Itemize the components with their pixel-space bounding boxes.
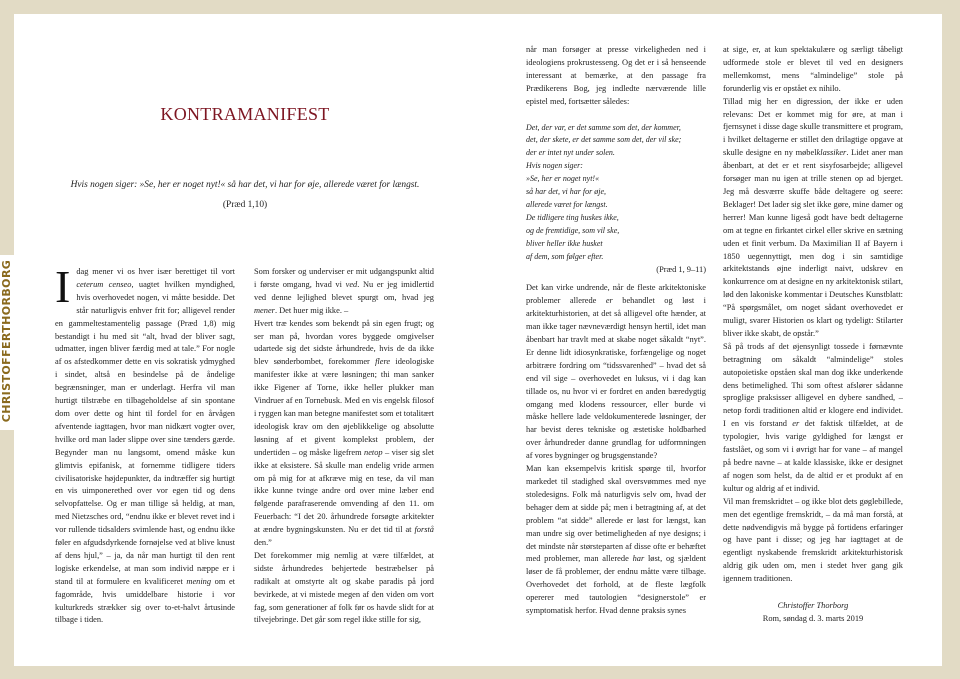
poem-line: Hvis nogen siger: — [526, 161, 583, 171]
text-run: den.” — [254, 538, 272, 548]
poem-line: De tidligere ting huskes ikke, — [526, 212, 619, 222]
text-run: Hvert træ kendes som bekendt på sin egen frugt; og ser man på, hvordan vores byggede omgivelser udartede sig det sidste århundrede, hvis de da ikke blev sønderbombet, forekommer — [254, 318, 434, 367]
paragraph — [723, 341, 903, 496]
page-title: KONTRAMANIFEST — [160, 104, 330, 124]
emphasis: mener — [254, 305, 275, 315]
poem-line: allerede været for længst. — [526, 199, 608, 209]
poem-line: så har det, vi har for øje, — [526, 187, 606, 197]
emphasis: mening — [186, 576, 212, 586]
poem-line: bliver heller ikke husket — [526, 238, 603, 248]
paragraph — [254, 318, 434, 550]
text-column-1 — [55, 261, 235, 627]
poem-line: der er intet nyt under solen. — [526, 148, 615, 158]
text-run: . Nu er jeg imidlertid ved denne lejlighed blevet spurgt om, hvad jeg — [254, 279, 434, 302]
scripture-quote — [526, 122, 706, 264]
text-run: løst, og sjældent løser de få problemer, der endnu måtte være tilbage. Overhovedet det forhold, at de fleste lægfolk opererer med tautologien “designerstole” er symptomatisk herfor. Hvad denne praksis synes — [526, 554, 706, 616]
paragraph: når man forsøger at presse virkeligheden ned i ideologiens prokrustesseng. Og det er i så henseende interessant at bemærke, at den passage fra Prædikerens Bog, jeg indledte nærværende lille epistel med, fortsætter således: — [526, 45, 706, 106]
text-run: Som forsker og underviser er mit udgangspunkt altid i første omgang, hvad vi — [254, 267, 434, 289]
emphasis: har — [632, 554, 645, 564]
place-and-date: Rom, søndag d. 3. marts 2019 — [762, 613, 864, 623]
paragraph — [55, 261, 235, 627]
text-run: Så på trods af det øjensynligt tossede i førnævnte betragtning om såkaldt “almindelige” stoles autopoietiske opståen skal man dog ikke underkende dens betimelighed. Thi som oftest afslører sådanne sproglige praksisser alligevel en dybere sandhed, – netop fordi traditionen altid er klogere end individet. I en vis forstand — [723, 341, 903, 429]
paragraph: Vil man fremskridtet – og ikke blot dets gøglebillede, men det egentlige fremskridt, – da må man forstå, at dette nødvendigvis må bygge på fortidens erfaringer og have pant i disse; og jeg har iagttaget at de egentligt nyskabende fremskridt arkitekturhistorisk aldrig gik uden om, men i stedet hver gang gik igennem traditionen. — [723, 496, 903, 584]
emphasis: ceterum censeo — [76, 279, 132, 289]
paragraph — [526, 282, 706, 463]
emphasis: netop — [364, 447, 383, 457]
epigraph-quote: Hvis nogen siger: »Se, her er noget nyt!« så har det, vi har for øje, allerede været for længst. — [70, 180, 420, 190]
poem-line: og de fremtidige, som vil ske, — [526, 225, 620, 235]
emphasis: er — [792, 419, 800, 429]
text-column-2 — [254, 266, 434, 627]
paragraph: Det forekommer mig nemlig at være tilfældet, at sidste århundredes behjertede bestræbelser på radikalt at omstyrte alt og skabe paradis på jord bevirkede, at vi mistede megen af den viden om vort fag, som generationer af folk før os havde slidt for at tilvejebringe. Det går som regel ikke stille for sig, — [254, 550, 434, 625]
paragraph: at sige, er, at kun spektakulære og særligt tåbeligt udformede stole er blevet til ved en designers mellemkomst, mens “almindelige” stole på forunderlig vis er opstået ex nihilo. — [723, 45, 903, 93]
text-run: . Det huer mig ikke. – — [274, 305, 349, 315]
text-run: , uagtet hvilken myndighed, hvis overhovedet nogen, vi måtte besidde. Det står naturligvis enhver frit for; alligevel render en gammeltestamentelig passage (Præd 1,8) mig bestandigt i hu med sit “alt, hvad der bliver sagt, udmatter, ingen bliver færdig med at tale.” For nogle af os afstedkommer dette en vis sokratisk ydmyghed i sindet, altså en besindelse på de åndelige begrænsninger, man er underlagt. Herfra vil man hurtigt tilstræbe en tilbageholdelse af sin spontane dom over dette og hint til fordel for en årvågen afventende iagttagen, hvor man nidkært vogter over, hvilke ord man lader slippe over sine tænders gærde. Begynder man nu langsomt, omend måske kun glimtvis epifanisk, at fornemme tidligere tiders civilisatoriske højdepunkter, da indtræffer sig hurtigt en vis uimponerethed over vor egen tid og dens selvopfattelse. Og er man tillige så heldig, at man, med Nietzsches ord, “endnu ikke er blevet revet ind i vor rullende tidsalders svimlende hast, og endnu ikke føler en afgudsdyrkende fornøjelse ved at blive knust af dens hjul,” – ja, da når man hurtigt til den rent logiske erkendelse, at man som individ næppe er i stand til at formulere en kvalificeret — [55, 279, 235, 586]
paragraph — [723, 96, 903, 341]
emphasis: ved — [345, 279, 358, 289]
text-run: ideologiske manifester ikke at være løsningen; thi man sanker ikke Figener af Torne, ikke heller plukker man Vindruer af en Tornebusk. Med en vis engelsk filosof i ryggen kan man betegne manifestet som et totalitært ideologisk krav om den øjeblikkelige og absolutte løsning af et givent komplekst problem, der undertiden – og måske ligefrem — [254, 357, 435, 457]
text-run: – viser sig slet ikke at eksistere. Så skulle man endelig vride armen om på mig for at afkræve mig en tese, da vil man ikke kunne tvinge andre ord over mine læber end følgende parafraserende omvending af den 11. om Feuerbach: “I det 20. århundrede forsøgte arkitekter at ændre bygningskunsten. Nu er det tid til at — [254, 447, 434, 535]
poem-line: »Se, her er noget nyt!« — [526, 174, 600, 184]
text-run: det faktisk tilfældet, at de typologier, hvis varige gyldighed for længst er fastslået, og som vi i øvrigt har for vane – af mangel på bedre navne – at kalde klassiske, ikke er designet af nogen som helst, da de altid er et produkt af en kultur og aldrig af et individ. — [723, 419, 903, 493]
emphasis: forstå — [414, 525, 434, 535]
text-run: Det kan virke undrende, når de fleste arkitektoniske problemer allerede — [526, 283, 706, 306]
paragraph — [254, 266, 434, 318]
author-side-label: CHRISTOFFERTHORBORG — [0, 259, 13, 423]
text-run: behandlet og løst i arkitekturhistorien, at det så alligevel ofte hænder, at man ikke tager nævneværdigt hensyn hertil, idet man åbenbart har travlt med at skabe noget såkaldt “nyt”. Er denne lidt idiosynkratiske, forfængelige og noget arbitrære fordring om “tidssvarenhed” – hvad det så end vil sige – overhovedet en luksus, vi i dag kan tillade os, nu hvor vi er fordret en anden bæredygtig omgang med klodens ressourcer, eller burde vi måske hellere lade veldokumenterede løsninger, der har bevist deres tekniske og æstetiske holdbarhed over århundreder danne grundlag for udformningen af vores bygninger og brugsgenstande? — [526, 296, 706, 461]
poem-line: Det, der var, er det samme som det, der kommer, — [526, 122, 681, 132]
author-signature: Christoffer Thorborg — [777, 601, 849, 611]
text-column-3 — [526, 44, 706, 618]
text-column-4 — [723, 44, 903, 626]
emphasis: flere — [375, 357, 391, 367]
poem-line: af dem, som følger efter. — [526, 251, 604, 261]
paragraph — [526, 463, 706, 618]
text-run: . Lidet aner man åbenbart, at det er et rent sisyfosarbejde; alligevel forsøger man nu igen at trille stenen op ad bjerget. Jeg må desværre skuffe både deltagere og seere: Beklager! Det lader sig slet ikke gøre, mine damer og herrer! Man kunne ligeså godt have bedt deltagerne om at tegne en firkantet cirkel eller skrive en sætning uden et finit verbum. Da Maximilian II af Bayern i 1850 uegennyttigt, men dog i sin samtidige arkitektstands øjne inderligt naivt, udskrev en konkurrence om at designe en ny arkitektonisk stilart, lød den lakoniske kommentar i Deutsches Kunstblatt: “På spørgsmålet, om noget sådant overhovedet er muligt, svarer Historien os klart og tydeligt: Stilarter bliver ikke skabt, de opstår.” — [723, 148, 904, 338]
scripture-reference: (Præd 1, 9–11) — [656, 264, 706, 274]
text-run: om et fagområde, hvis umiddelbare historie i vor kulturkreds strækker sig over to-et-halvt årtusinde tilbage i tiden. — [55, 576, 235, 625]
emphasis: klassiker — [816, 148, 847, 158]
drop-cap: I — [55, 261, 71, 312]
text-run: dag mener vi os hver især berettiget til vort — [76, 267, 235, 276]
text-run: Man kan eksempelvis kritisk spørge til, hvorfor markedet til stadighed skal oversvømmes med nye stoledesigns. Folk må naturligvis selv om, hvad der behager dem at sidde på; men i betragtning af, at det problem “at sidde” allerede er løst for længst, kan man undre sig over betimeligheden af nye designs; i det mindste når størsteparten af disse ofte er behæftet med problemer, man allerede — [526, 464, 706, 564]
epigraph-reference: (Præd 1,10) — [222, 200, 268, 210]
emphasis: er — [605, 296, 613, 306]
text-run: Tillad mig her en digression, der ikke er uden relevans: Det er kommet mig for øre, at man i fjernsynet i disse dage skulle transmittere et program, i hvilket deltagerne er stillet den drilagtige opgave at skulle designe en ny møbel — [723, 96, 903, 158]
poem-line: det, der skete, er det samme som det, der vil ske; — [526, 135, 682, 145]
